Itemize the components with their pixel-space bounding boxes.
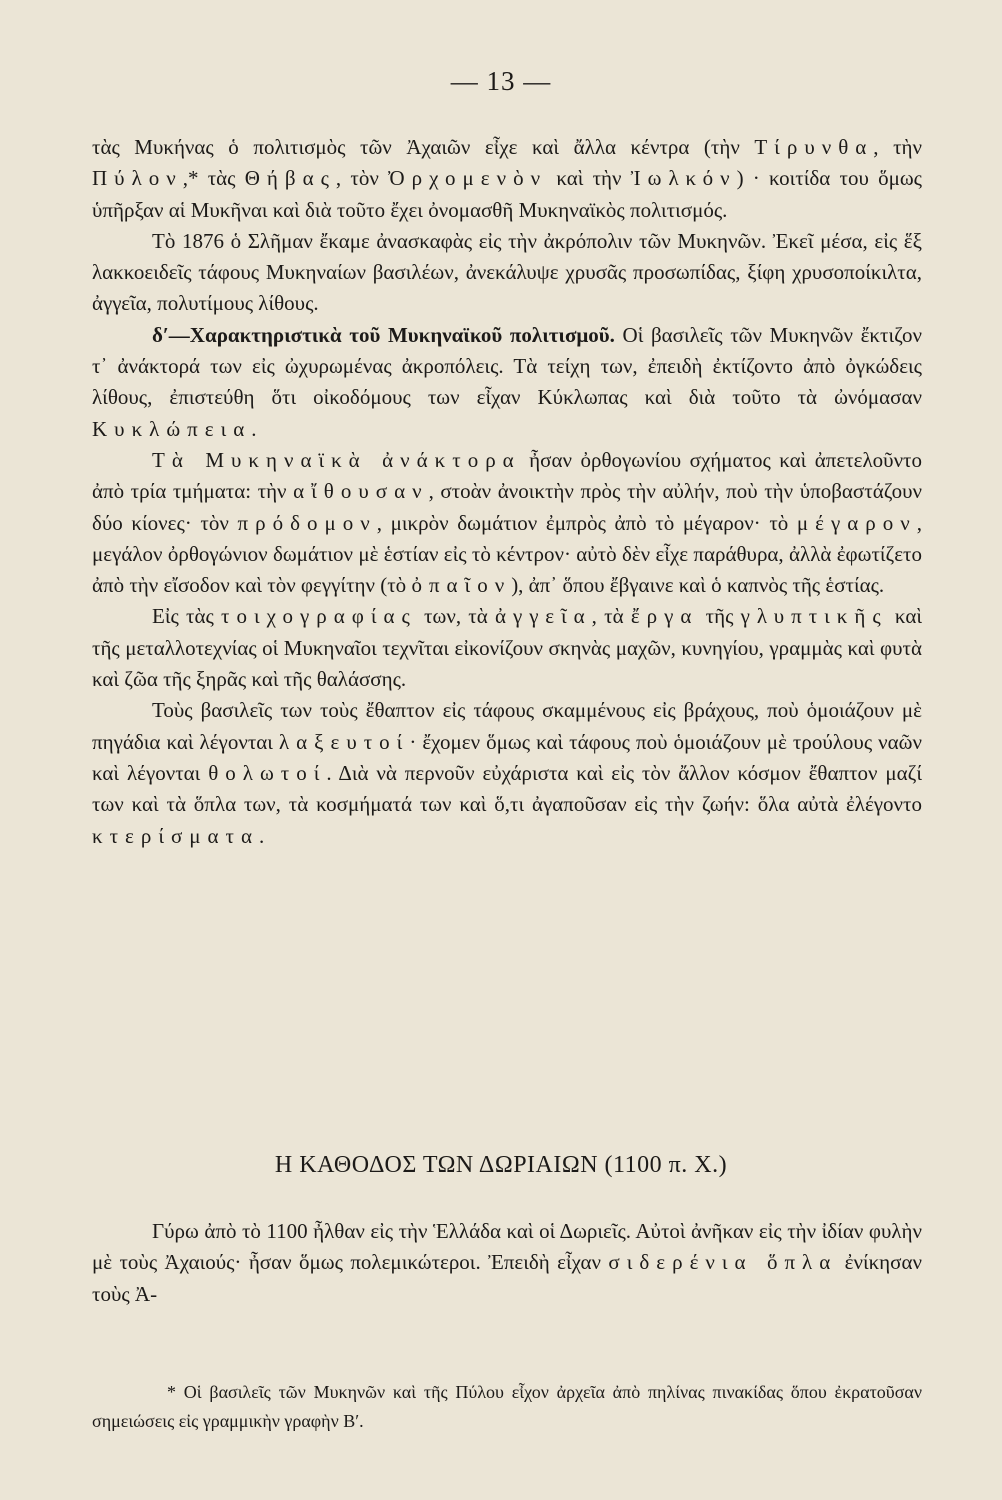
term-pylon: Πύλον <box>92 166 183 191</box>
term-orchomenon: Ὀρχομενὸν <box>388 166 548 191</box>
term-glyptikis: γλυπτικῆς <box>740 604 888 629</box>
text-run: τὰς Μυκήνας ὁ πολιτισμὸς τῶν Ἀχαιῶν εἶχε καὶ ἄλλα κέντρα (τὴν <box>92 135 755 159</box>
text-run: . <box>251 416 257 441</box>
term-megaron: μέγαρον <box>796 510 917 535</box>
text-run: Γύρω ἀπὸ τὸ 1100 ἦλθαν εἰς τὴν Ἑλλάδα καὶ οἱ Δωριεῖς. Αὐτοὶ ἀνῆκαν εἰς τὴν ἰδίαν φυλὴν μὲ τοὺς Ἀχαιούς· ἦσαν ὅμως πολεμικώτεροι. Ἐπειδὴ εἶχαν <box>92 1219 922 1275</box>
term-aggeia: ἀγγεῖα <box>494 604 592 629</box>
text-run: Τοὺς βασιλεῖς των τοὺς ἔθαπτον εἰς τάφους σκαμμένους εἰς βράχους, ποὺ ὁμοιάζουν μὲ πηγάδια καὶ λέγονται <box>92 698 922 754</box>
text-run: , στοὰν ἀνοικτὴν πρὸς τὴν αὐλήν, ποὺ τὴν ὑποβαστάζουν δύο κίονες· τὸν <box>92 479 922 535</box>
text-run: Εἰς τὰς <box>152 604 222 629</box>
text-run: · ἔχομεν ὅμως καὶ τάφους ποὺ ὁμοιάζουν μὲ τρούλους ναῶν καὶ λέγονται <box>92 729 922 785</box>
paragraph-arts <box>92 601 922 695</box>
term-tholotoi: θολωτοί <box>208 760 327 785</box>
term-prodomon: πρόδομον <box>237 510 377 535</box>
text-run: . <box>259 823 265 848</box>
text-run: , μεγάλον ὀρθογώνιον δωμάτιον μὲ ἑστίαν εἰς τὸ κέντρον· αὐτὸ δὲν εἶχε παράθυρα, ἀλλὰ ἐφωτίζετο ἀπὸ τὴν εἴσοδον καὶ τὸν φεγγίτην (τὸ <box>92 510 922 598</box>
section-heading: Η ΚΑΘΟΔΟΣ ΤΩΝ ΔΩΡΙΑΙΩΝ (1100 π. Χ.) <box>274 1152 728 1178</box>
text-run: καὶ τῆς μεταλλοτεχνίας οἱ Μυκηναῖοι τεχνῖται εἰκονίζουν σκηνὰς μαχῶν, κυνηγίου, γραμμὰς καὶ φυτὰ καὶ ζῶα τῆς ξηρᾶς καὶ τῆς θαλάσσης. <box>92 604 922 692</box>
paragraph-dorians <box>92 1216 922 1310</box>
text-run: ἐνίκησαν τοὺς Ἀ- <box>92 1250 922 1306</box>
text-run: ἦσαν ὀρθογωνίου σχήματος καὶ ἀπετελοῦντο ἀπὸ τρία τμήματα: τὴν <box>92 447 922 504</box>
text-run: , τὸν <box>335 166 389 191</box>
term-aithousan: αἴθουσαν <box>293 479 429 504</box>
main-text <box>92 132 922 852</box>
term-kterismata: κτερίσματα <box>92 823 259 848</box>
paragraph-palaces <box>92 445 922 601</box>
text-run: . Διὰ νὰ περνοῦν εὐχάριστα καὶ εἰς τὸν ἄλλον κόσμον ἔθαπτον μαζί των καὶ τὰ ὅπλα των, τὰ κοσμήματά των καὶ ὅ,τι ἀγαποῦσαν εἰς τὴν ζωήν: ὅλα αὐτὰ ἐλέγοντο <box>92 760 922 817</box>
text-run: ), ἀπ᾽ ὅπου ἔβγαινε καὶ ὁ καπνὸς τῆς ἑστίας. <box>511 573 885 598</box>
term-anaktora: Τὰ Μυκηναϊκὰ ἀνάκτορα <box>152 447 521 472</box>
term-siderenia-opla: σιδερένια ὅπλα <box>608 1250 838 1275</box>
paragraph-burials <box>92 695 922 851</box>
term-erga: ἔργα <box>630 604 699 629</box>
term-lakseftoi: λαξευτοί <box>278 729 410 754</box>
text-run: , τὰ <box>591 604 631 629</box>
text-run: των, τὰ <box>416 604 495 629</box>
footnote <box>92 1378 922 1436</box>
text-run: τῆς <box>698 604 741 629</box>
subsection-heading: δ′—Χαρακτηριστικὰ τοῦ Μυκηναϊκοῦ πολιτισμοῦ. <box>152 322 615 347</box>
paragraph-mycenae-centers <box>92 132 922 226</box>
paragraph-schliemann: Τὸ 1876 ὁ Σλῆμαν ἔκαμε ἀνασκαφὰς εἰς τὴν ἀκρόπολιν τῶν Μυκηνῶν. Ἐκεῖ μέσα, εἰς ἕξ λακκοειδεῖς τάφους Μυκηναίων βασιλέων, ἀνεκάλυψε χρυσᾶς προσωπίδας, ξίφη χρυσοποίκιλτα, ἀγγεῖα, πολυτίμους λίθους. <box>92 228 922 316</box>
page-number: — 13 — <box>450 66 552 96</box>
text-run: Οἱ βασιλεῖς τῶν Μυκηνῶν ἔκτιζον τ᾽ ἀνάκτορά των εἰς ὠχυρωμένας ἀκροπόλεις. Τὰ τείχη των, ἐπειδὴ ἐκτίζοντο ἀπὸ ὀγκώδεις λίθους, ἐπιστεύθη ὅτι οἰκοδόμους των εἶχαν Κύκλωπας καὶ διὰ τοῦτο τὰ ὠνόμασαν <box>92 322 923 410</box>
text-run: , μικρὸν δωμάτιον ἐμπρὸς ἀπὸ τὸ μέγαρον· τὸ <box>376 510 797 535</box>
term-toichografias: τοιχογραφίας <box>221 604 417 629</box>
text-run: ) · κοιτίδα του ὅμως ὑπῆρξαν αἱ Μυκῆναι καὶ διὰ τοῦτο ἔχει ὀνομασθῆ Μυκηναϊκὸς πολιτισμός. <box>92 166 922 222</box>
text-run: καὶ τὴν <box>547 166 631 191</box>
section-text <box>92 1216 922 1310</box>
term-thebas: Θήβας <box>244 166 336 191</box>
term-iolkon: Ἰωλκόν <box>630 166 737 191</box>
footnote-text: * Οἱ βασιλεῖς τῶν Μυκηνῶν καὶ τῆς Πύλου εἶχον ἀρχεῖα ἀπὸ πηλίνας πινακίδας ὅπου ἐκρατοῦσαν σημειώσεις εἰς γραμμικὴν γραφὴν Β′. <box>92 1382 922 1431</box>
term-opaion: ὀπαῖον <box>411 573 512 598</box>
term-tiryntha: Τίρυνθα <box>754 135 874 159</box>
term-kyklopeia: Κυκλώπεια <box>92 416 252 441</box>
text-run: , τὴν <box>873 135 922 159</box>
text-run: ,* τὰς <box>182 166 245 191</box>
paragraph-characteristics <box>92 320 922 445</box>
